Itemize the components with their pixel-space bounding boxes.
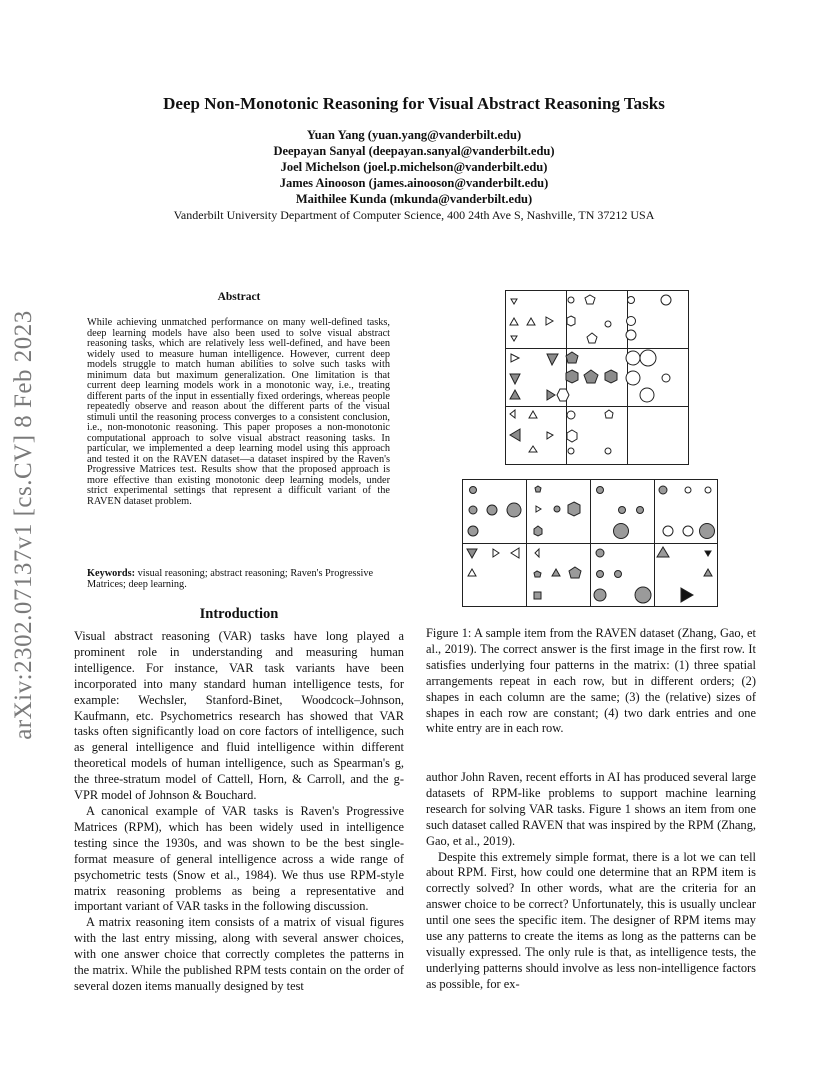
triangle-icon: [510, 318, 518, 325]
hexagon-icon: [566, 370, 578, 383]
hexagon-icon: [557, 389, 569, 401]
circle-icon: [507, 503, 521, 517]
triangle-icon: [547, 432, 553, 439]
body-paragraph-continued: author John Raven, recent efforts in AI has produced several large datasets of RPM-like problems to support machine learning research for solving VAR tasks. Figure 1 shows an item from one such dataset called RAVEN that was inspired by the RPM (Zhang, Gao, et al., 2019).: [426, 770, 756, 848]
intro-paragraph-3: A matrix reasoning item consists of a matrix of visual figures with the last entry missing, along with several answer choices, with one answer choice that correctly completes the patterns in the matrix. While the published RPM tests contain on the order of several dozen items manually designed by test: [74, 915, 404, 993]
triangle-icon: [510, 429, 520, 441]
circle-icon: [597, 487, 604, 494]
circle-icon: [596, 549, 604, 557]
circle-icon: [659, 486, 667, 494]
introduction-body: [74, 629, 404, 995]
triangle-icon: [511, 299, 517, 304]
triangle-icon: [511, 548, 519, 558]
author-5: Maithilee Kunda (mkunda@vanderbilt.edu): [295, 192, 533, 206]
triangle-icon: [535, 549, 539, 557]
circle-icon: [640, 350, 656, 366]
hexagon-icon: [567, 430, 577, 442]
pentagon-icon: [535, 486, 541, 492]
triangle-icon: [493, 549, 499, 557]
pentagon-icon: [534, 571, 541, 577]
triangle-icon: [527, 318, 535, 325]
triangle-icon: [511, 336, 517, 341]
triangle-icon: [547, 354, 558, 365]
hexagon-icon: [568, 502, 580, 516]
author-1: Yuan Yang (yuan.yang@vanderbilt.edu): [306, 128, 522, 142]
author-3: Joel Michelson (joel.p.michelson@vanderbilt.edu): [280, 160, 548, 174]
pentagon-icon: [585, 295, 595, 304]
triangle-icon: [510, 374, 520, 384]
circle-icon: [663, 526, 673, 536]
pentagon-icon: [566, 352, 578, 363]
triangle-icon: [657, 547, 669, 557]
circle-icon: [685, 487, 691, 493]
circle-icon: [470, 487, 477, 494]
circle-icon: [594, 589, 606, 601]
circle-icon: [626, 351, 640, 365]
hexagon-icon: [605, 370, 617, 383]
pentagon-icon: [605, 410, 613, 418]
circle-icon: [628, 297, 635, 304]
circle-icon: [627, 317, 636, 326]
triangle-icon: [510, 410, 515, 418]
triangle-icon: [704, 569, 712, 576]
circle-icon: [640, 388, 654, 402]
author-2: Deepayan Sanyal (deepayan.sanyal@vanderbilt.edu): [273, 144, 555, 158]
circle-icon: [626, 330, 636, 340]
circle-icon: [615, 571, 622, 578]
circle-icon: [705, 487, 711, 493]
circle-icon: [614, 524, 629, 539]
circle-icon: [635, 587, 651, 603]
body-paragraph: Despite this extremely simple format, there is a lot we can tell about RPM. First, how could one determine that an RPM item is correctly solved? In other words, what are the criteria for an answer choice to be correct? Unfortunately, this is usually unclear until one sees the specific item. The designer of RPM items may use any patterns to create the items as long as the patterns can be visually expressed. The only rule is that, as intelligence tests, the underlying patterns should involve as less non-intelligence factors as possible, for ex-: [426, 849, 756, 991]
figure-caption: Figure 1: A sample item from the RAVEN dataset (Zhang, Gao, et al., 2019). The correct answer is the first image in the first row. It satisfies underlying four patterns in the matrix: (1) three spatial arrangements repeat in each row, but in different orders; (2) shapes in each column are the same; (3) the (relative) sizes of shapes in each row are constant; (4) two dark entries and one white entry are in each row.: [426, 626, 756, 736]
circle-icon: [619, 507, 626, 514]
pentagon-icon: [587, 333, 597, 343]
intro-paragraph-2: A canonical example of VAR tasks is Raven's Progressive Matrices (RPM), which has been widely used in intelligence testing since the 1930s, and was shown to be the best single-format measure of general intelligence across a wide range of psychometric tests (Snow et al., 1984). We thus use RPM-style matrix reasoning problems as being a representative and important variant of VAR tasks in the following discussion.: [74, 803, 404, 914]
circle-icon: [626, 371, 640, 385]
pentagon-icon: [569, 567, 581, 578]
abstract-body: While achieving unmatched performance on many well-defined tasks, deep learning models have also been used to solve visual abstract reasoning tasks, which are relatively less well-defined, and have been widely used to measure human intelligence. However, current deep models struggle to match human abilities to solve such tasks with minimum data but maximum generalization. One limitation is that current deep learning models work in a monotonic way, i.e., treating different parts of the input in essentially fixed orderings, whereas people repeatedly observe and reason about the different parts of the visual stimuli until the reasoning process converges to a consistent conclusion, i.e., non-monotonic reasoning. This paper proposes a non-monotonic computational approach to solve visual abstract reasoning tasks. In particular, we implemented a deep learning model using this approach and tested it on the RAVEN dataset—a dataset inspired by the Raven's Progressive Matrices test. Results show that the proposed approach is more effective than existing monotonic deep learning models, under strict experimental settings that represent a difficult variant of the RAVEN dataset problem.: [87, 317, 390, 507]
introduction-heading: Introduction: [199, 606, 279, 622]
keywords-text: visual reasoning; abstract reasoning; Raven's Progressive Matrices; deep learning.: [87, 568, 374, 590]
arxiv-identifier: [4, 290, 44, 760]
right-column-body: [426, 770, 756, 993]
triangle-icon: [546, 317, 553, 325]
triangle-icon: [511, 354, 519, 362]
circle-icon: [605, 321, 611, 327]
circle-icon: [468, 526, 478, 536]
triangle-icon: [529, 411, 537, 418]
triangle-icon: [467, 549, 477, 558]
paper-title: Deep Non-Monotonic Reasoning for Visual Abstract Reasoning Tasks: [163, 94, 665, 113]
circle-icon: [487, 505, 497, 515]
circle-icon: [567, 411, 575, 419]
hexagon-icon: [567, 316, 575, 326]
triangle-icon: [547, 390, 555, 400]
affiliation: Vanderbilt University Department of Computer Science, 400 24th Ave S, Nashville, TN 37212 USA: [173, 208, 655, 222]
circle-icon: [597, 571, 604, 578]
triangle-icon: [536, 506, 541, 512]
triangle-icon: [681, 588, 693, 602]
triangle-icon: [510, 390, 520, 399]
intro-paragraph-1: Visual abstract reasoning (VAR) tasks have long played a prominent role in understanding and measuring human intelligence. For instance, VAR task variants have been incorporated into many standard human intelligence tests, for example: Wechsler, Stanford-Binet, Woodcock–Johnson, Kaufmann, etc. Psychometrics research has showed that VAR tasks often significantly load on core factors of intelligence, such as general intelligence and fluid intelligence within different theoretical models of human intelligence, such as Spearman's g, the three-stratum model of Cattell, Horn, & Carroll, and the g-VPR model of Johnson & Bouchard.: [74, 629, 404, 803]
triangle-icon: [552, 569, 560, 576]
circle-icon: [683, 526, 693, 536]
raven-figure: [440, 280, 750, 610]
hexagon-icon: [534, 526, 542, 536]
square-icon: [534, 592, 541, 599]
keywords-label: Keywords:: [87, 568, 136, 579]
circle-icon: [662, 374, 670, 382]
circle-icon: [469, 506, 477, 514]
pentagon-icon: [584, 370, 598, 383]
abstract-heading: Abstract: [217, 291, 261, 303]
keywords: [87, 568, 390, 590]
circle-icon: [568, 297, 574, 303]
triangle-icon: [468, 569, 476, 576]
triangle-icon: [529, 446, 537, 452]
circle-icon: [637, 507, 644, 514]
circle-icon: [661, 295, 671, 305]
author-4: James Ainooson (james.ainooson@vanderbilt.edu): [279, 176, 549, 190]
circle-icon: [568, 448, 574, 454]
circle-icon: [605, 448, 611, 454]
circle-icon: [554, 506, 560, 512]
arxiv-stamp-text: arXiv:2302.07137v1 [cs.CV] 8 Feb 2023: [10, 310, 37, 740]
circle-icon: [700, 524, 715, 539]
triangle-icon: [705, 551, 711, 556]
